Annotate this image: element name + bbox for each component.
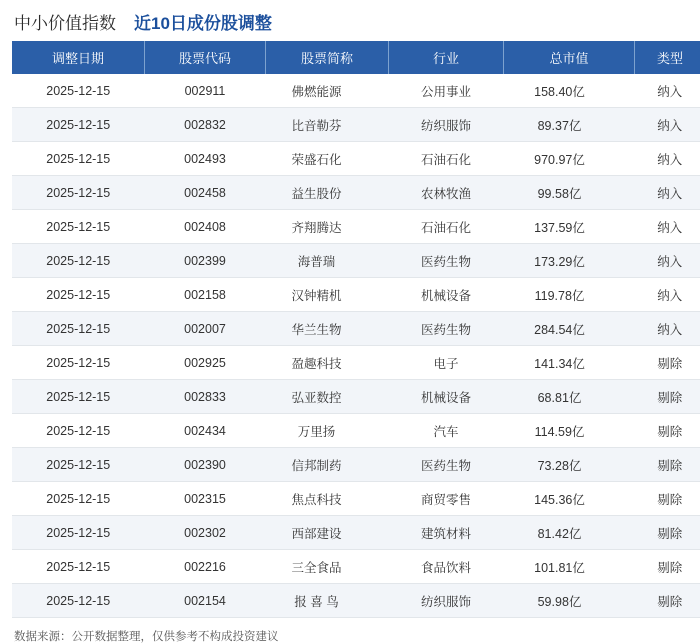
cell-date: 2025-12-15 bbox=[12, 210, 145, 244]
cell-name: 比音勒芬 bbox=[266, 108, 389, 142]
cell-industry: 电子 bbox=[389, 346, 504, 380]
cell-name: 华兰生物 bbox=[266, 312, 389, 346]
cell-date: 2025-12-15 bbox=[12, 584, 145, 618]
cell-name: 盈趣科技 bbox=[266, 346, 389, 380]
cell-date: 2025-12-15 bbox=[12, 312, 145, 346]
cell-industry: 建筑材料 bbox=[389, 516, 504, 550]
cell-market-cap: 173.29亿 bbox=[504, 244, 635, 278]
cell-name: 焦点科技 bbox=[266, 482, 389, 516]
cell-market-cap: 89.37亿 bbox=[504, 108, 635, 142]
table-row[interactable] bbox=[12, 176, 700, 210]
cell-market-cap: 101.81亿 bbox=[504, 550, 635, 584]
cell-industry: 纺织服饰 bbox=[389, 108, 504, 142]
cell-market-cap: 119.78亿 bbox=[504, 278, 635, 312]
cell-industry: 机械设备 bbox=[389, 278, 504, 312]
cell-date: 2025-12-15 bbox=[12, 346, 145, 380]
cell-date: 2025-12-15 bbox=[12, 74, 145, 108]
cell-type: 剔除 bbox=[635, 380, 700, 414]
table-row[interactable] bbox=[12, 74, 700, 108]
cell-date: 2025-12-15 bbox=[12, 244, 145, 278]
cell-type: 纳入 bbox=[635, 278, 700, 312]
table-row[interactable] bbox=[12, 278, 700, 312]
cell-code: 002154 bbox=[145, 584, 266, 618]
cell-industry: 医药生物 bbox=[389, 312, 504, 346]
cell-date: 2025-12-15 bbox=[12, 142, 145, 176]
cell-name: 报 喜 鸟 bbox=[266, 584, 389, 618]
table-row[interactable] bbox=[12, 244, 700, 278]
cell-date: 2025-12-15 bbox=[12, 448, 145, 482]
cell-name: 齐翔腾达 bbox=[266, 210, 389, 244]
cell-industry: 汽车 bbox=[389, 414, 504, 448]
cell-type: 纳入 bbox=[635, 210, 700, 244]
cell-type: 纳入 bbox=[635, 142, 700, 176]
table-body bbox=[12, 74, 700, 618]
cell-code: 002302 bbox=[145, 516, 266, 550]
cell-name: 万里扬 bbox=[266, 414, 389, 448]
cell-industry: 纺织服饰 bbox=[389, 584, 504, 618]
cell-industry: 公用事业 bbox=[389, 74, 504, 108]
cell-name: 西部建设 bbox=[266, 516, 389, 550]
cell-industry: 医药生物 bbox=[389, 448, 504, 482]
cell-name: 益生股份 bbox=[266, 176, 389, 210]
cell-date: 2025-12-15 bbox=[12, 278, 145, 312]
cell-type: 纳入 bbox=[635, 108, 700, 142]
table-row[interactable] bbox=[12, 448, 700, 482]
cell-market-cap: 114.59亿 bbox=[504, 414, 635, 448]
cell-code: 002925 bbox=[145, 346, 266, 380]
cell-name: 荣盛石化 bbox=[266, 142, 389, 176]
page-title bbox=[12, 4, 688, 38]
cell-market-cap: 99.58亿 bbox=[504, 176, 635, 210]
table-row[interactable] bbox=[12, 108, 700, 142]
column-header-industry[interactable]: 行业 bbox=[389, 41, 504, 74]
cell-date: 2025-12-15 bbox=[12, 108, 145, 142]
table-row[interactable] bbox=[12, 414, 700, 448]
table-header-row bbox=[12, 41, 700, 74]
column-header-code[interactable]: 股票代码 bbox=[145, 41, 266, 74]
cell-code: 002833 bbox=[145, 380, 266, 414]
page-container bbox=[0, 4, 700, 644]
cell-market-cap: 137.59亿 bbox=[504, 210, 635, 244]
constituent-adjustment-table bbox=[12, 41, 700, 618]
table-row[interactable] bbox=[12, 210, 700, 244]
cell-name: 三全食品 bbox=[266, 550, 389, 584]
cell-code: 002434 bbox=[145, 414, 266, 448]
cell-market-cap: 68.81亿 bbox=[504, 380, 635, 414]
cell-market-cap: 141.34亿 bbox=[504, 346, 635, 380]
column-header-type[interactable]: 类型 bbox=[635, 41, 700, 74]
cell-code: 002390 bbox=[145, 448, 266, 482]
cell-market-cap: 284.54亿 bbox=[504, 312, 635, 346]
table-row[interactable] bbox=[12, 380, 700, 414]
cell-type: 剔除 bbox=[635, 516, 700, 550]
table-row[interactable] bbox=[12, 312, 700, 346]
cell-date: 2025-12-15 bbox=[12, 516, 145, 550]
cell-name: 佛燃能源 bbox=[266, 74, 389, 108]
cell-code: 002399 bbox=[145, 244, 266, 278]
column-header-name[interactable]: 股票简称 bbox=[266, 41, 389, 74]
cell-type: 纳入 bbox=[635, 74, 700, 108]
column-header-market-cap[interactable]: 总市值 bbox=[504, 41, 635, 74]
cell-date: 2025-12-15 bbox=[12, 414, 145, 448]
cell-market-cap: 158.40亿 bbox=[504, 74, 635, 108]
cell-type: 剔除 bbox=[635, 414, 700, 448]
title-main-text: 中小价值指数 bbox=[14, 9, 116, 34]
table-row[interactable] bbox=[12, 550, 700, 584]
cell-name: 信邦制药 bbox=[266, 448, 389, 482]
table-row[interactable] bbox=[12, 482, 700, 516]
title-sub-text: 近10日成份股调整 bbox=[134, 9, 272, 34]
cell-industry: 机械设备 bbox=[389, 380, 504, 414]
cell-market-cap: 73.28亿 bbox=[504, 448, 635, 482]
cell-date: 2025-12-15 bbox=[12, 176, 145, 210]
cell-type: 剔除 bbox=[635, 346, 700, 380]
column-header-date[interactable]: 调整日期 bbox=[12, 41, 145, 74]
cell-code: 002216 bbox=[145, 550, 266, 584]
cell-industry: 商贸零售 bbox=[389, 482, 504, 516]
table-row[interactable] bbox=[12, 516, 700, 550]
cell-type: 纳入 bbox=[635, 176, 700, 210]
cell-type: 纳入 bbox=[635, 244, 700, 278]
footnote: 数据来源：公开数据整理，仅供参考不构成投资建议 bbox=[12, 628, 688, 644]
cell-code: 002315 bbox=[145, 482, 266, 516]
cell-industry: 石油石化 bbox=[389, 210, 504, 244]
table-row[interactable] bbox=[12, 584, 700, 618]
cell-code: 002158 bbox=[145, 278, 266, 312]
cell-type: 剔除 bbox=[635, 448, 700, 482]
cell-name: 海普瑞 bbox=[266, 244, 389, 278]
cell-code: 002911 bbox=[145, 74, 266, 108]
cell-name: 汉钟精机 bbox=[266, 278, 389, 312]
cell-date: 2025-12-15 bbox=[12, 380, 145, 414]
cell-code: 002832 bbox=[145, 108, 266, 142]
cell-market-cap: 970.97亿 bbox=[504, 142, 635, 176]
cell-type: 剔除 bbox=[635, 584, 700, 618]
cell-code: 002007 bbox=[145, 312, 266, 346]
cell-type: 剔除 bbox=[635, 550, 700, 584]
cell-type: 纳入 bbox=[635, 312, 700, 346]
table-header bbox=[12, 41, 700, 74]
cell-industry: 农林牧渔 bbox=[389, 176, 504, 210]
cell-industry: 食品饮料 bbox=[389, 550, 504, 584]
cell-code: 002493 bbox=[145, 142, 266, 176]
cell-date: 2025-12-15 bbox=[12, 550, 145, 584]
cell-industry: 石油石化 bbox=[389, 142, 504, 176]
cell-industry: 医药生物 bbox=[389, 244, 504, 278]
cell-code: 002458 bbox=[145, 176, 266, 210]
cell-market-cap: 81.42亿 bbox=[504, 516, 635, 550]
table-row[interactable] bbox=[12, 142, 700, 176]
table-row[interactable] bbox=[12, 346, 700, 380]
cell-market-cap: 145.36亿 bbox=[504, 482, 635, 516]
cell-code: 002408 bbox=[145, 210, 266, 244]
cell-date: 2025-12-15 bbox=[12, 482, 145, 516]
cell-type: 剔除 bbox=[635, 482, 700, 516]
cell-market-cap: 59.98亿 bbox=[504, 584, 635, 618]
cell-name: 弘亚数控 bbox=[266, 380, 389, 414]
